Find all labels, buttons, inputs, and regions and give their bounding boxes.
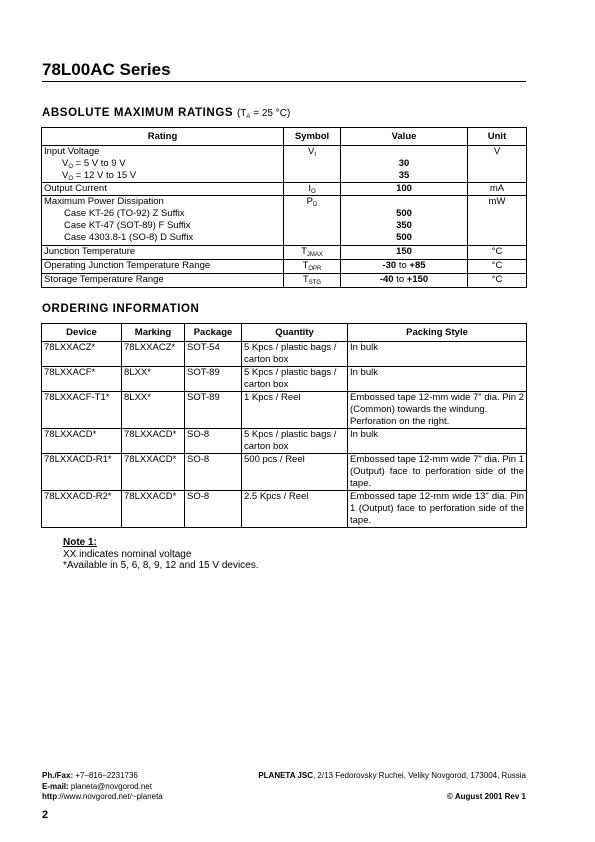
symbol-cell: $P_D$ <box>284 196 341 246</box>
quantity-cell: 5 Kpcs / plastic bags / carton box <box>242 367 348 392</box>
table-row <box>42 392 527 429</box>
device-cell: 78LXXACD-R1* <box>42 454 122 491</box>
device-cell: 78LXXACZ* <box>42 342 122 367</box>
absolute-maximum-ratings-table <box>41 127 527 288</box>
unit-cell: mA <box>468 183 527 196</box>
quantity-cell: 1 Kpcs / Reel <box>242 392 348 429</box>
footer-email: E-mail: planeta@novgorod.net <box>42 781 152 791</box>
value-cell: 100 <box>341 183 468 196</box>
marking-cell: 78LXXACD* <box>122 429 185 454</box>
marking-cell: 8LXX* <box>122 392 185 429</box>
table-row <box>42 491 527 528</box>
packing-cell: In bulk <box>348 429 527 454</box>
amr-condition: ($T_A = 25$ °C) <box>236 108 291 120</box>
unit-cell: V <box>468 146 527 183</box>
value-cell: -40 to +150 <box>341 274 468 288</box>
device-cell: 78LXXACF* <box>42 367 122 392</box>
title-rule <box>42 81 526 82</box>
column-header: Unit <box>468 128 527 146</box>
column-header: Quantity <box>242 324 348 342</box>
unit-cell: °C <box>468 260 527 274</box>
note-line: *Available in 5, 6, 8, 9, 12 and 15 V devices. <box>63 560 259 571</box>
table-row <box>42 342 527 367</box>
rating-cell: Input Voltage $V_O = 5$ V to 9 V $V_O = 12$ V to 15 V <box>42 146 284 183</box>
symbol-cell: $T_{OPR}$ <box>284 260 341 274</box>
marking-cell: 78LXXACD* <box>122 491 185 528</box>
table-header-row <box>42 324 527 342</box>
device-cell: 78LXXACF-T1* <box>42 392 122 429</box>
page-number: 2 <box>42 809 49 821</box>
packing-cell: In bulk <box>348 367 527 392</box>
column-header: Rating <box>42 128 284 146</box>
symbol-cell: $T_{STG}$ <box>284 274 341 288</box>
table-row <box>42 429 527 454</box>
ordering-information-table <box>41 323 527 528</box>
device-cell: 78LXXACD* <box>42 429 122 454</box>
marking-cell: 8LXX* <box>122 367 185 392</box>
table-row <box>42 196 527 246</box>
quantity-cell: 500 pcs / Reel <box>242 454 348 491</box>
unit-cell: °C <box>468 274 527 288</box>
device-cell: 78LXXACD-R2* <box>42 491 122 528</box>
table-row <box>42 146 527 183</box>
column-header: Device <box>42 324 122 342</box>
symbol-cell: $I_O$ <box>284 183 341 196</box>
column-header: Marking <box>122 324 185 342</box>
amr-heading-text: ABSOLUTE MAXIMUM RATINGS <box>42 107 234 119</box>
footer-company <box>258 771 526 803</box>
footer-phone: Ph./Fax: +7–816–2231736 <box>42 771 138 780</box>
footer-address: PLANETA JSC, 2/13 Fedorovsky Ruchei, Veliky Novgorod, 173004, Russia <box>258 771 526 780</box>
packing-cell: Embossed tape 12-mm wide 7" dia. Pin 1 (Output) face to perforation side of the tape. <box>348 454 527 491</box>
table-row <box>42 274 527 288</box>
column-header: Packing Style <box>348 324 527 342</box>
column-header: Package <box>185 324 242 342</box>
package-cell: SO-8 <box>185 454 242 491</box>
table-row <box>42 260 527 274</box>
value-cell: -30 to +85 <box>341 260 468 274</box>
rating-cell: Maximum Power Dissipation Case KT-26 (TO-92) Z Suffix Case KT-47 (SOT-89) F Suffix Case 4303.8-1 (SO-8) D Suffix <box>42 196 284 246</box>
rating-cell: Storage Temperature Range <box>42 274 284 288</box>
column-header: Symbol <box>284 128 341 146</box>
table-header-row <box>42 128 527 146</box>
symbol-cell: $V_I$ <box>284 146 341 183</box>
quantity-cell: 5 Kpcs / plastic bags / carton box <box>242 429 348 454</box>
package-cell: SO-8 <box>185 429 242 454</box>
packing-cell: Embossed tape 12-mm wide 7" dia. Pin 2 (Common) towards the windung. Perforation on the right. <box>348 392 527 429</box>
value-cell: 30 35 <box>341 146 468 183</box>
package-cell: SOT-89 <box>185 367 242 392</box>
document-title: 78L00AC Series <box>42 60 171 79</box>
amr-heading <box>42 107 290 119</box>
quantity-cell: 5 Kpcs / plastic bags / carton box <box>242 342 348 367</box>
footer-contacts <box>42 771 163 803</box>
package-cell: SOT-54 <box>185 342 242 367</box>
note-title: Note 1: <box>63 537 97 548</box>
table-row <box>42 246 527 260</box>
rating-cell: Output Current <box>42 183 284 196</box>
unit-cell: mW <box>468 196 527 246</box>
column-header: Value <box>341 128 468 146</box>
unit-cell: °C <box>468 246 527 260</box>
symbol-cell: $T_{JMAX}$ <box>284 246 341 260</box>
notes <box>63 537 259 572</box>
ordering-heading: ORDERING INFORMATION <box>42 303 200 315</box>
packing-cell: Embossed tape 12-mm wide 13" dia. Pin 1 (Output) face to perforation side of the tape. <box>348 491 527 528</box>
note-line: XX indicates nominal voltage <box>63 548 192 560</box>
rating-cell: Junction Temperature <box>42 246 284 260</box>
value-cell: 150 <box>341 246 468 260</box>
value-cell: 500 350 500 <box>341 196 468 246</box>
quantity-cell: 2.5 Kpcs / Reel <box>242 491 348 528</box>
package-cell: SO-8 <box>185 491 242 528</box>
table-row <box>42 183 527 196</box>
package-cell: SOT-89 <box>185 392 242 429</box>
footer-revision: © August 2001 Rev 1 <box>447 792 526 801</box>
footer-url: http://www.novgorod.net/~planeta <box>42 792 163 801</box>
table-row <box>42 454 527 491</box>
table-row <box>42 367 527 392</box>
packing-cell: In bulk <box>348 342 527 367</box>
marking-cell: 78LXXACZ* <box>122 342 185 367</box>
marking-cell: 78LXXACD* <box>122 454 185 491</box>
rating-cell: Operating Junction Temperature Range <box>42 260 284 274</box>
